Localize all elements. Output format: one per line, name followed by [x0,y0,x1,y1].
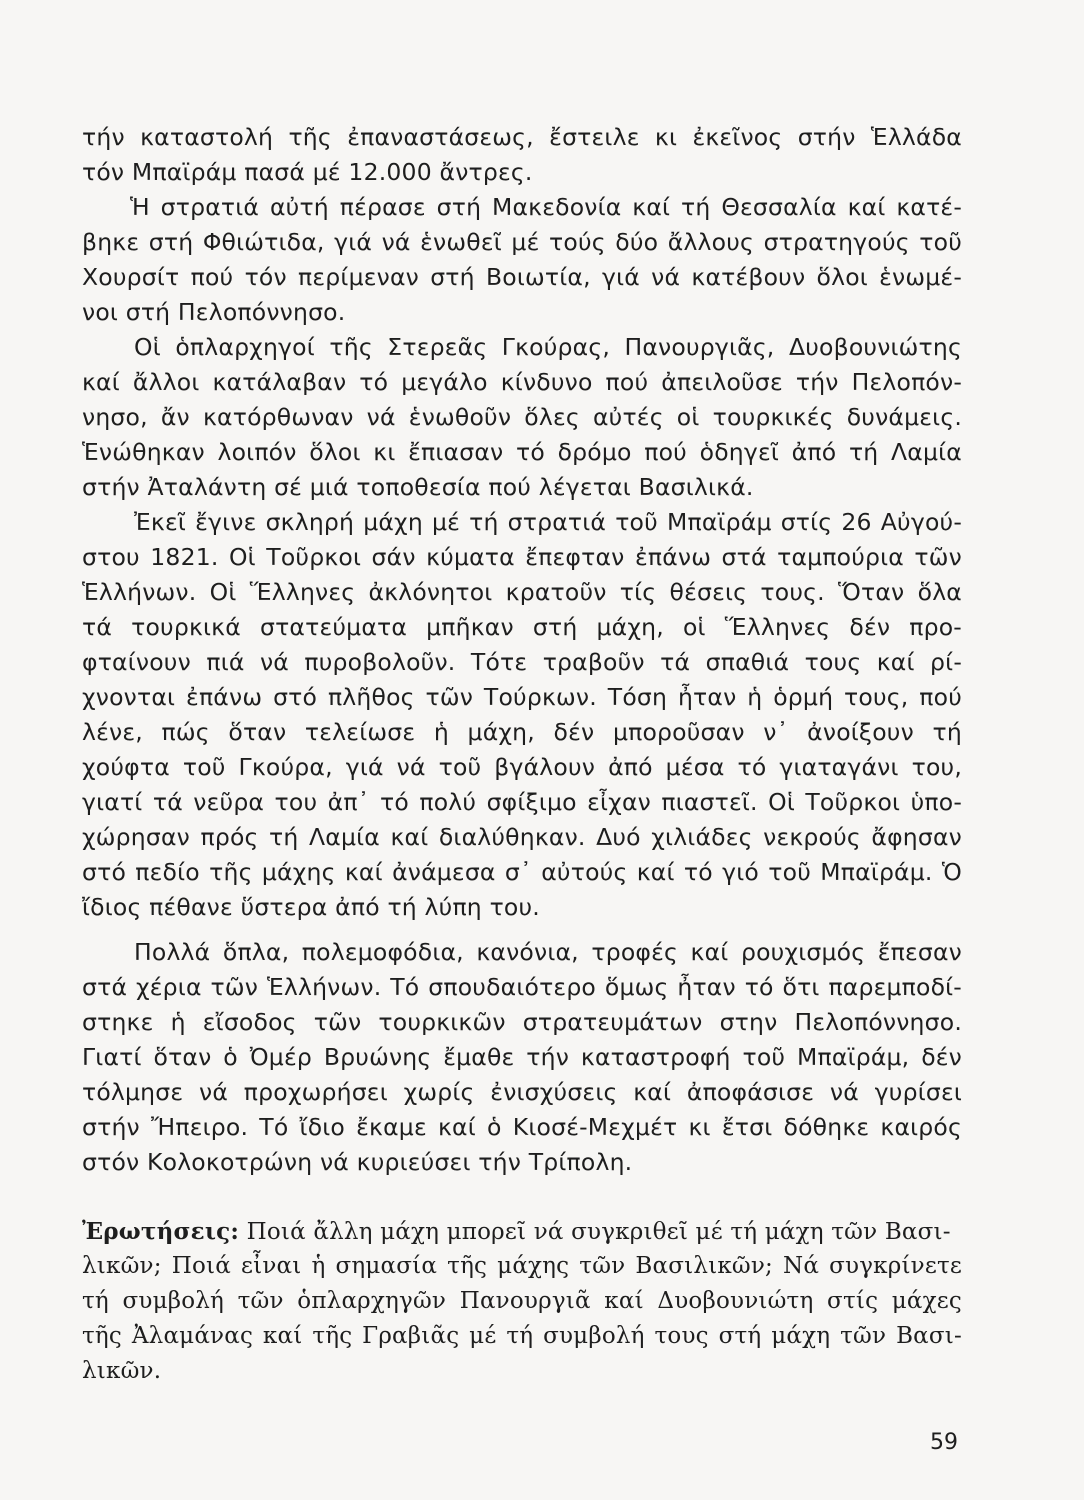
text-line: τά τουρκικά στατεύματα μπῆκαν στή μάχη, οἱ Ἕλληνες δέν προ- [82,613,962,641]
text-line: χώρησαν πρός τή Λαμία καί διαλύθηκαν. Δυό χιλιάδες νεκρούς ἄφησαν [82,823,962,851]
text-line: Χουρσίτ πού τόν περίμεναν στή Βοιωτία, γιά νά κατέβουν ὅλοι ἑνωμέ- [82,263,962,291]
text-line: χνονται ἐπάνω στό πλῆθος τῶν Τούρκων. Τόση ἦταν ἡ ὁρμή τους, πού [82,683,962,711]
text-line: νοι στή Πελοπόννησο. [82,298,346,326]
text-line: στό πεδίο τῆς μάχης καί ἀνάμεσα σ᾿ αὐτούς καί τό γιό τοῦ Μπαϊράμ. Ὁ [82,858,962,886]
paragraph-3 [82,330,962,505]
text-line: Ἐκεῖ ἔγινε σκληρή μάχη μέ τή στρατιά τοῦ Μπαϊράμ στίς 26 Αὐγού- [134,508,962,536]
text-line: στόν Κολοκοτρώνη νά κυριεύσει τήν Τρίπολη. [82,1148,633,1176]
paragraph-4 [82,505,962,925]
text-line: τόλμησε νά προχωρήσει χωρίς ἐνισχύσεις καί ἀποφάσισε νά γυρίσει [82,1078,962,1106]
paragraph-2 [82,190,962,330]
questions-first-line [82,1214,962,1249]
text-line: Γιατί ὅταν ὁ Ὀμέρ Βρυώνης ἔμαθε τήν καταστροφή τοῦ Μπαϊράμ, δέν [82,1043,962,1071]
text-line: ἴδιος πέθανε ὕστερα ἀπό τή λύπη του. [82,893,540,921]
text-line: στήν Ἤπειρο. Τό ἴδιο ἔκαμε καί ὁ Κιοσέ-Μεχμέτ κι ἔτσι δόθηκε καιρός [82,1113,962,1141]
page-number: 59 [930,1430,958,1455]
text-line: στηκε ἡ εἴσοδος τῶν τουρκικῶν στρατευμάτων στην Πελοπόννησο. [82,1008,962,1036]
text-line: τῆς Ἀλαμάνας καί τῆς Γραβιᾶς μέ τή συμβολή τους στή μάχη τῶν Βασι- [82,1323,962,1349]
text-line: καί ἄλλοι κατάλαβαν τό μεγάλο κίνδυνο πού ἀπειλοῦσε τήν Πελοπόν- [82,368,962,396]
page-content [82,120,962,1389]
text-line: στά χέρια τῶν Ἑλλήνων. Τό σπουδαιότερο ὅμως ἦταν τό ὅτι παρεμποδί- [82,973,962,1001]
text-line: Ἑνώθηκαν λοιπόν ὅλοι κι ἔπιασαν τό δρόμο πού ὁδηγεῖ ἀπό τή Λαμία [82,438,962,466]
text-line: Ἑλλήνων. Οἱ Ἕλληνες ἀκλόνητοι κρατοῦν τίς θέσεις τους. Ὅταν ὅλα [82,578,962,606]
text-line: Οἱ ὁπλαρχηγοί τῆς Στερεᾶς Γκούρας, Πανουργιᾶς, Δυοβουνιώτης [134,333,962,361]
questions-label: Ἐρωτήσεις: [82,1218,240,1245]
paragraph-1 [82,120,962,190]
text-line: στήν Ἀταλάντη σέ μιά τοποθεσία πού λέγεται Βασιλικά. [82,473,754,501]
text-line: φταίνουν πιά νά πυροβολοῦν. Τότε τραβοῦν τά σπαθιά τους καί ρί- [82,648,962,676]
text-line: Ἡ στρατιά αὐτή πέρασε στή Μακεδονία καί τή Θεσσαλία καί κατέ- [130,193,962,221]
text-line: στου 1821. Οἱ Τοῦρκοι σάν κύματα ἔπεφταν ἐπάνω στά ταμπούρια τῶν [82,543,962,571]
text-line: Πολλά ὅπλα, πολεμοφόδια, κανόνια, τροφές καί ρουχισμός ἔπεσαν [134,938,962,966]
text-line: τόν Μπαϊράμ πασά μέ 12.000 ἄντρες. [82,158,533,186]
text-line: λένε, πώς ὅταν τελείωσε ἡ μάχη, δέν μποροῦσαν ν᾿ ἀνοίξουν τή [82,718,962,746]
paragraph-5 [82,935,962,1180]
text-line: γιατί τά νεῦρα του ἀπ᾿ τό πολύ σφίξιμο εἶχαν πιαστεῖ. Οἱ Τοῦρκοι ὑπο- [82,788,962,816]
text-line: λικῶν. [82,1358,162,1384]
text-line: χούφτα τοῦ Γκούρα, γιά νά τοῦ βγάλουν ἀπό μέσα τό γιαταγάνι του, [82,753,962,781]
text-line: νησο, ἄν κατόρθωναν νά ἑνωθοῦν ὅλες αὐτές οἱ τουρκικές δυνάμεις. [82,403,962,431]
text-line: λικῶν; Ποιά εἶναι ἡ σημασία τῆς μάχης τῶν Βασιλικῶν; Νά συγκρίνετε [82,1253,962,1279]
text-line: βηκε στή Φθιώτιδα, γιά νά ἑνωθεῖ μέ τούς δύο ἄλλους στρατηγούς τοῦ [82,228,962,256]
questions-section [82,1214,962,1389]
text-line: τήν καταστολή τῆς ἐπαναστάσεως, ἔστειλε κι ἐκεῖνος στήν Ἑλλάδα [82,123,962,151]
questions-text: Ποιά ἄλλη μάχη μπορεῖ νά συγκριθεῖ μέ τή μάχη τῶν Βασι- [239,1219,951,1245]
text-line: τή συμβολή τῶν ὁπλαρχηγῶν Πανουργιᾶ καί Δυοβουνιώτη στίς μάχες [82,1288,962,1314]
